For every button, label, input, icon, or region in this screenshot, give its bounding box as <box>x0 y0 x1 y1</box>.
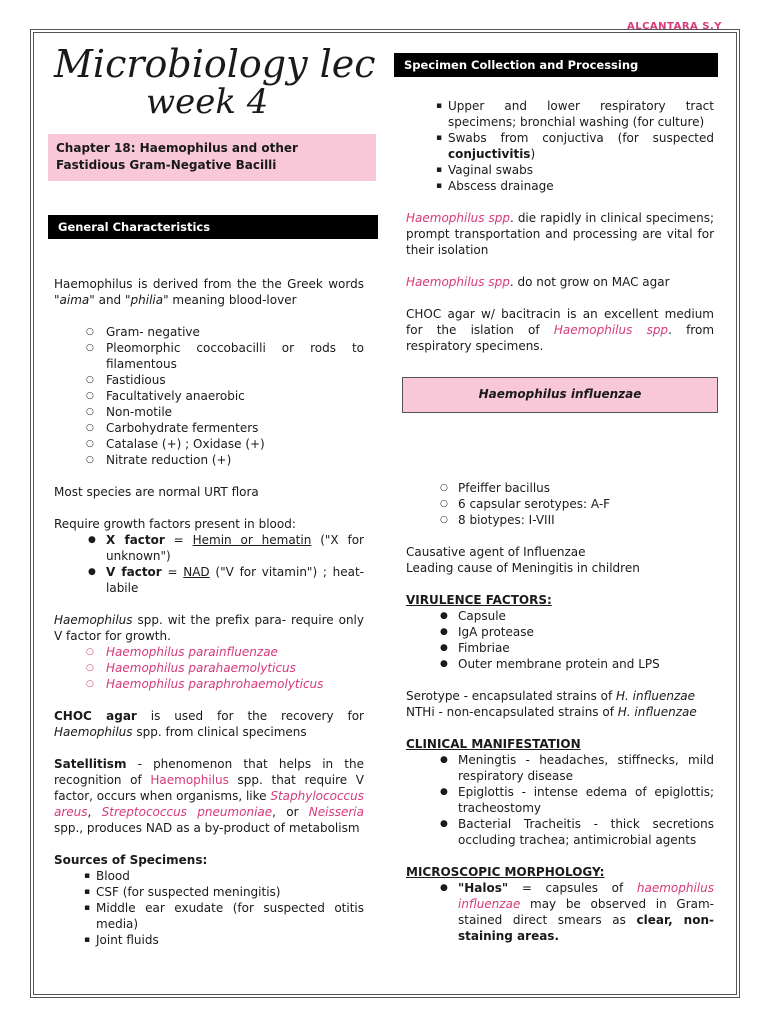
list-item-x-factor: ● X factor = Hemin or hematin ("X for unknown") <box>54 532 364 564</box>
urt-flora-text: Most species are normal URT flora <box>54 485 259 499</box>
clinical-heading: CLINICAL MANIFESTATION <box>406 737 581 751</box>
growth-factors-intro: Require growth factors present in blood: <box>54 517 296 531</box>
list-item: ○ Fastidious <box>54 372 364 388</box>
satellitism-text: Satellitism - phenomenon that helps in the recognition of Haemophilus spp. that require V factor, occurs when organisms, like Staphylococcus areus, Streptococcus pneumoniae, or Neisseria spp., produces NAD as a by-product of metabolism <box>54 757 365 835</box>
list-item: ● Capsule <box>406 608 714 624</box>
list-item: ○ Facultatively anaerobic <box>54 388 364 404</box>
section-bar-general: General Characteristics <box>48 215 378 239</box>
left-column <box>54 276 364 964</box>
mac-agar-text: Haemophilus spp. do not grow on MAC agar <box>406 275 670 289</box>
handwritten-title <box>50 42 390 124</box>
bacitracin-text: CHOC agar w/ bacitracin is an excellent medium for the islation of Haemophilus spp. from respiratory specimens. <box>406 307 715 353</box>
chapter-heading: Chapter 18: Haemophilus and other Fastidious Gram-Negative Bacilli <box>48 134 376 181</box>
clinical-list <box>406 752 714 848</box>
list-item: ○ 6 capsular serotypes: A-F <box>406 496 714 512</box>
list-item: ▪ Blood <box>54 868 364 884</box>
list-item: ▪ CSF (for suspected meningitis) <box>54 884 364 900</box>
section-bar-specimen: Specimen Collection and Processing <box>394 53 718 77</box>
sources-heading: Sources of Specimens: <box>54 853 208 867</box>
list-item: ○ Non-motile <box>54 404 364 420</box>
list-item: ● Fimbriae <box>406 640 714 656</box>
right-column-bottom <box>406 480 714 960</box>
microscopic-heading: MICROSCOPIC MORPHOLOGY: <box>406 865 605 879</box>
list-item: ○ Catalase (+) ; Oxidase (+) <box>54 436 364 452</box>
list-item: ○ Haemophilus paraphrohaemolyticus <box>54 676 364 692</box>
list-item: ○ Nitrate reduction (+) <box>54 452 364 468</box>
list-item: ○ Carbohydrate fermenters <box>54 420 364 436</box>
virulence-list <box>406 608 714 672</box>
para-species-list <box>54 644 364 692</box>
list-item: ● Outer membrane protein and LPS <box>406 656 714 672</box>
right-column-top <box>406 98 714 370</box>
specimen-list <box>406 98 714 194</box>
influenzae-list <box>406 480 714 528</box>
list-item: ○ Gram- negative <box>54 324 364 340</box>
list-item: ● "Halos" = capsules of haemophilus influenzae may be observed in Gram-stained direct smears as clear, non-staining areas. <box>406 880 714 944</box>
list-item: ● IgA protease <box>406 624 714 640</box>
list-item: ▪ Swabs from conjuctiva (for suspected conjuctivitis) <box>406 130 714 162</box>
list-item: ○ Pfeiffer bacillus <box>406 480 714 496</box>
etymology-paragraph: Haemophilus is derived from the the Greek words "aima" and "philia" meaning blood-lover <box>54 277 364 307</box>
choc-agar-text: CHOC agar is used for the recovery for Haemophilus spp. from clinical specimens <box>54 709 364 739</box>
list-item-v-factor: ● V factor = NAD ("V for vitamin") ; heat-labile <box>54 564 364 596</box>
para-prefix-text: Haemophilus spp. wit the prefix para- require only V factor for growth. <box>54 613 364 643</box>
title-line-2: week 4 <box>146 82 269 122</box>
virulence-heading: VIRULENCE FACTORS: <box>406 593 552 607</box>
list-item: ▪ Middle ear exudate (for suspected otitis media) <box>54 900 364 932</box>
list-item: ● Epiglottis - intense edema of epiglottis; tracheostomy <box>406 784 714 816</box>
causative-text: Causative agent of Influenzae Leading cause of Meningitis in children <box>406 545 640 575</box>
list-item: ○ Haemophilus parainfluenzae <box>54 644 364 660</box>
list-item: ● Meningtis - headaches, stiffnecks, mild respiratory disease <box>406 752 714 784</box>
growth-factors-list <box>54 532 364 596</box>
list-item: ▪ Abscess drainage <box>406 178 714 194</box>
list-item: ○ 8 biotypes: I-VIII <box>406 512 714 528</box>
list-item: ○ Haemophilus parahaemolyticus <box>54 660 364 676</box>
list-item: ● Bacterial Tracheitis - thick secretions occluding trachea; antimicrobial agents <box>406 816 714 848</box>
microscopic-list <box>406 880 714 944</box>
list-item: ▪ Joint fluids <box>54 932 364 948</box>
characteristics-list <box>54 324 364 468</box>
influenzae-heading-box: Haemophilus influenzae <box>402 377 718 413</box>
list-item: ▪ Upper and lower respiratory tract specimens; bronchial washing (for culture) <box>406 98 714 130</box>
title-line-1: Microbiology lec <box>54 42 376 86</box>
sources-list <box>54 868 364 948</box>
author-label: ALCANTARA S.Y <box>626 21 722 32</box>
list-item: ▪ Vaginal swabs <box>406 162 714 178</box>
serotype-text: Serotype - encapsulated strains of H. influenzae NTHi - non-encapsulated strains of H. influenzae <box>406 689 697 719</box>
list-item: ○ Pleomorphic coccobacilli or rods to filamentous <box>54 340 364 372</box>
transport-text: Haemophilus spp. die rapidly in clinical specimens; prompt transportation and processing are vital for their isolation <box>406 211 714 257</box>
